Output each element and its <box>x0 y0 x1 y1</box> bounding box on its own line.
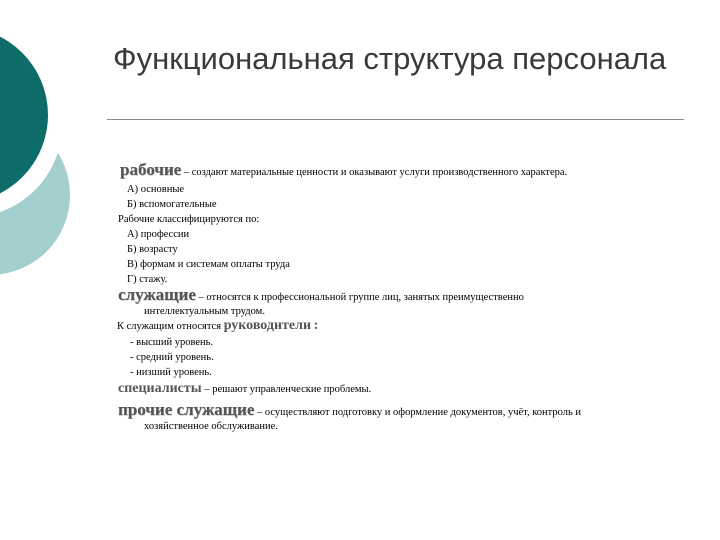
managers-term: руководители <box>223 318 312 333</box>
level-item: - низший уровень. <box>130 367 212 378</box>
employees-definition-cont: интеллектуальным трудом. <box>144 306 265 317</box>
specialists-term: специалисты <box>118 381 202 396</box>
managers-suffix: : <box>313 318 319 333</box>
other-employees-term: прочие служащие <box>118 400 255 419</box>
other-employees-line <box>118 400 581 419</box>
workers-term: рабочие <box>120 160 182 179</box>
classification-item: В) формам и системам оплаты труда <box>127 259 290 270</box>
employees-line <box>118 285 524 304</box>
decorative-circles <box>0 0 130 300</box>
level-item: - средний уровень. <box>130 352 214 363</box>
other-employees-definition-cont: хозяйственное обслуживание. <box>144 421 278 432</box>
classification-item: Г) стажу. <box>127 274 168 285</box>
workers-item: А) основные <box>127 184 185 195</box>
managers-line <box>117 319 318 333</box>
workers-definition: – создают материальные ценности и оказывают услуги производственного характера. <box>183 167 568 178</box>
employees-term: служащие <box>118 285 196 304</box>
managers-prefix: К служащим относятся <box>117 321 222 332</box>
title-divider <box>107 119 684 120</box>
specialists-definition: – решают управленческие проблемы. <box>204 384 372 395</box>
workers-item: Б) вспомогательные <box>127 199 217 210</box>
level-item: - высший уровень. <box>130 337 214 348</box>
specialists-line <box>118 382 371 396</box>
classification-item: А) профессии <box>127 229 190 240</box>
workers-line <box>120 160 568 179</box>
classification-heading: Рабочие классифицируются по: <box>118 214 260 225</box>
employees-definition: – относятся к профессиональной группе лиц, занятых преимущественно <box>198 292 524 303</box>
classification-item: Б) возрасту <box>127 244 178 255</box>
other-employees-definition: – осуществляют подготовку и оформление документов, учёт, контроль и <box>257 407 581 418</box>
slide-title: Функциональная структура персонала <box>113 41 667 76</box>
